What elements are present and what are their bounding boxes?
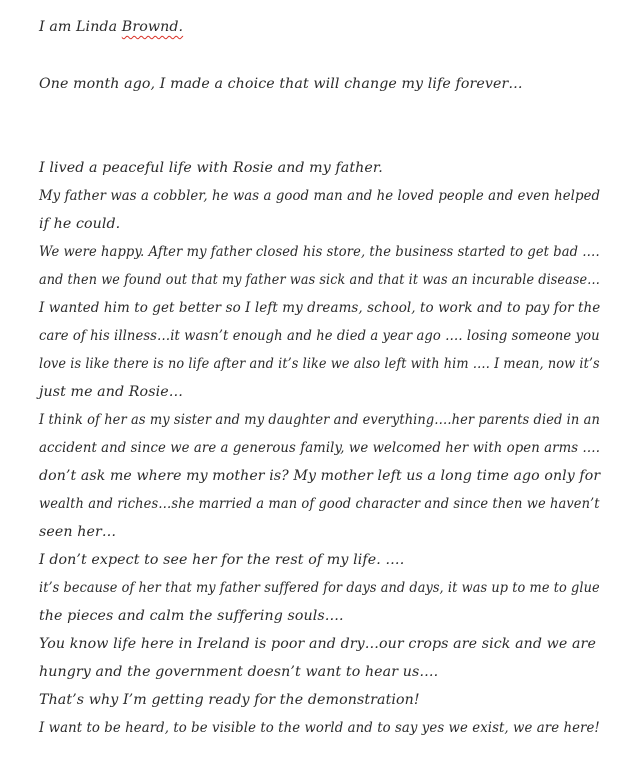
paragraph-line: it’s because of her that my father suffered for days and days, it was up to me to glue — [39, 580, 600, 596]
paragraph-line: care of his illness…it wasn’t enough and he died a year ago …. losing someone you — [39, 328, 600, 344]
paragraph-line: love is like there is no life after and it’s like we also left with him …. I mean, now it’s — [39, 356, 600, 372]
paragraph-line: That’s why I’m getting ready for the demonstration! — [39, 692, 420, 708]
paragraph-line: accident and since we are a generous family, we welcomed her with open arms …. — [39, 440, 601, 456]
paragraph-line: just me and Rosie… — [39, 384, 184, 400]
paragraph-line: if he could. — [39, 216, 121, 232]
paragraph-line: You know life here in Ireland is poor and dry…our crops are sick and we are — [39, 636, 596, 652]
paragraph-line: seen her… — [39, 524, 117, 540]
paragraph-line: the pieces and calm the suffering souls…. — [39, 608, 344, 624]
paragraph-line: I wanted him to get better so I left my dreams, school, to work and to pay for the — [39, 300, 601, 316]
paragraph-line: and then we found out that my father was sick and that it was an incurable disease… — [39, 272, 601, 288]
subtitle-line: One month ago, I made a choice that will change my life forever… — [39, 76, 523, 92]
paragraph-line: I want to be heard, to be visible to the world and to say yes we exist, we are here! — [39, 720, 600, 736]
paragraph-line: We were happy. After my father closed his store, the business started to get bad …. — [39, 244, 600, 260]
paragraph-line: I think of her as my sister and my daughter and everything….her parents died in an — [39, 412, 600, 428]
intro-prefix: I am Linda — [39, 19, 122, 35]
intro-line — [39, 17, 183, 37]
paragraph-line: wealth and riches…she married a man of good character and since then we haven’t — [39, 496, 600, 512]
paragraph-line: I lived a peaceful life with Rosie and my father. — [39, 160, 383, 176]
intro-name: Brownd. — [121, 19, 184, 35]
paragraph-line: My father was a cobbler, he was a good man and he loved people and even helped — [39, 188, 601, 204]
paragraph-line: don’t ask me where my mother is? My mother left us a long time ago only for — [39, 468, 601, 484]
paragraph-line: hungry and the government doesn’t want to hear us…. — [39, 664, 439, 680]
paragraph-line: I don’t expect to see her for the rest of my life. …. — [39, 552, 405, 568]
